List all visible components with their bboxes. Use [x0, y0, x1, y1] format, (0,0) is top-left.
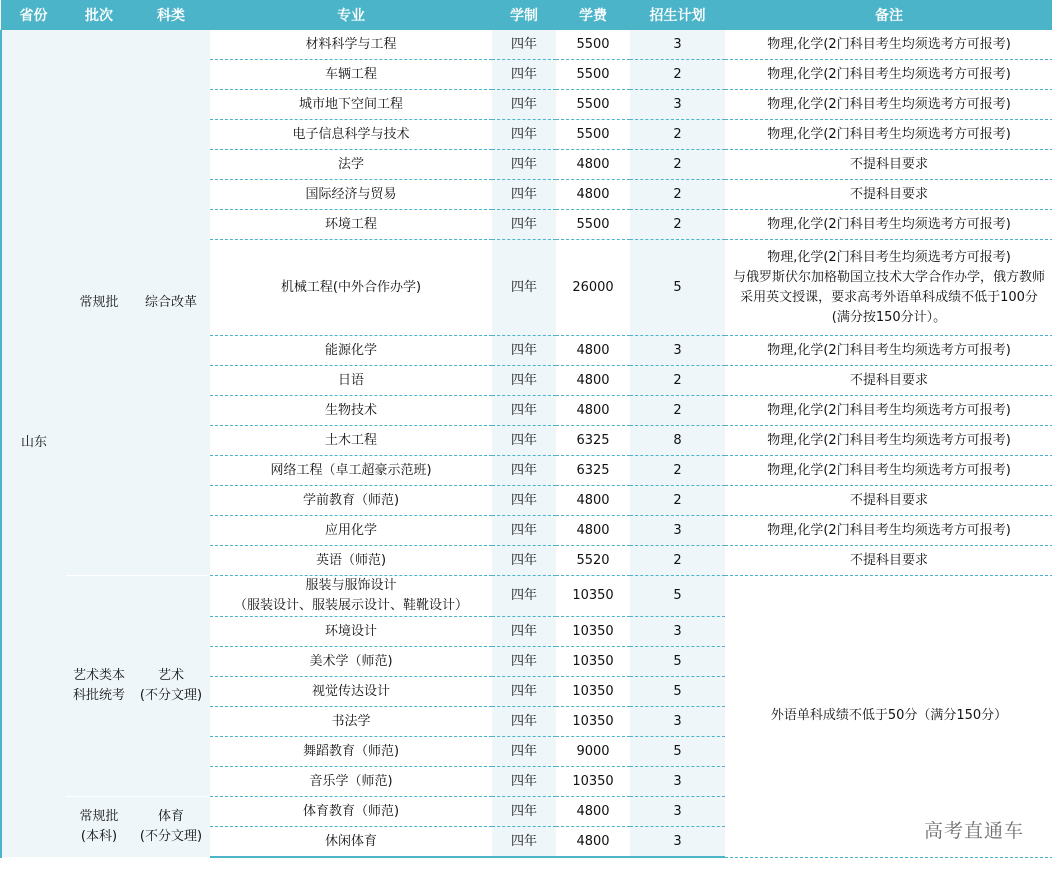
fee-cell-text: 10350 — [572, 623, 614, 639]
major-cell-text: 材料科学与工程 — [305, 36, 397, 52]
header-fee: 学费 — [556, 0, 630, 30]
fee-cell — [556, 546, 630, 576]
fee-cell-text: 4800 — [576, 833, 610, 849]
major-cell-text: 体育教育（师范) — [302, 803, 400, 819]
plan-cell-text: 3 — [673, 713, 682, 729]
plan-cell-text: 5 — [673, 279, 682, 295]
fee-cell-text: 6325 — [576, 462, 610, 478]
major-cell-text: （服装设计、服装展示设计、鞋靴设计） — [233, 598, 468, 613]
years-cell — [492, 797, 556, 827]
note-cell-text: 不提科目要求 — [849, 552, 928, 568]
years-cell — [492, 396, 556, 426]
note-cell-text: 物理,化学(2门科目考生均须选考方可报考) — [767, 249, 1011, 265]
years-cell — [492, 486, 556, 516]
major-cell-text: 环境设计 — [324, 623, 377, 639]
plan-cell — [630, 60, 725, 90]
note-cell-text: 物理,化学(2门科目考生均须选考方可报考) — [767, 66, 1011, 82]
years-cell — [492, 426, 556, 456]
major-cell-text: 服装与服饰设计 — [305, 578, 397, 593]
years-cell — [492, 767, 556, 797]
batch-cell-text: 科批统考 — [72, 688, 125, 703]
plan-cell — [630, 210, 725, 240]
fee-cell — [556, 677, 630, 707]
major-cell-text: 书法学 — [331, 713, 371, 729]
header-note: 备注 — [725, 0, 1052, 30]
category-cell — [132, 30, 210, 576]
plan-cell-text: 3 — [673, 623, 682, 639]
note-cell-text: 不提科目要求 — [849, 186, 928, 202]
major-cell-text: 国际经济与贸易 — [305, 186, 397, 202]
major-cell-text: 生物技术 — [324, 402, 377, 418]
note-cell — [725, 546, 1052, 576]
fee-cell — [556, 516, 630, 546]
plan-cell — [630, 707, 725, 737]
plan-cell — [630, 240, 725, 336]
batch-cell — [66, 797, 132, 858]
plan-cell-text: 2 — [673, 552, 682, 568]
fee-cell — [556, 60, 630, 90]
table-row — [1, 30, 1052, 60]
years-cell-text: 四年 — [510, 462, 537, 478]
major-cell — [210, 767, 492, 797]
note-cell-art — [725, 576, 1052, 858]
years-cell — [492, 827, 556, 858]
fee-cell — [556, 30, 630, 60]
plan-cell-text: 3 — [673, 833, 682, 849]
major-cell — [210, 426, 492, 456]
table-row — [1, 576, 1052, 617]
plan-cell — [630, 486, 725, 516]
major-cell — [210, 827, 492, 858]
years-cell-text: 四年 — [510, 552, 537, 568]
years-cell — [492, 240, 556, 336]
batch-cell-text: (本科) — [80, 828, 118, 844]
major-cell — [210, 647, 492, 677]
fee-cell — [556, 150, 630, 180]
fee-cell — [556, 240, 630, 336]
note-cell — [725, 60, 1052, 90]
note-cell — [725, 516, 1052, 546]
plan-cell-text: 2 — [673, 156, 682, 172]
header-batch: 批次 — [66, 0, 132, 30]
fee-cell — [556, 767, 630, 797]
note-cell — [725, 120, 1052, 150]
years-cell-text: 四年 — [510, 372, 537, 388]
note-cell — [725, 150, 1052, 180]
years-cell-text: 四年 — [510, 126, 537, 142]
fee-cell-text: 10350 — [572, 653, 614, 669]
fee-cell-text: 4800 — [576, 492, 610, 508]
major-cell — [210, 210, 492, 240]
plan-cell-text: 2 — [673, 216, 682, 232]
fee-cell-text: 5500 — [576, 36, 610, 52]
years-cell — [492, 516, 556, 546]
note-cell-text: 采用英文授课，要求高考外语单科成绩不低于100分 — [740, 289, 1038, 305]
plan-cell — [630, 677, 725, 707]
category-cell — [132, 576, 210, 797]
fee-cell-text: 5500 — [576, 66, 610, 82]
years-cell-text: 四年 — [510, 683, 537, 699]
batch-cell-text: 常规批 — [79, 294, 119, 310]
years-cell-text: 四年 — [510, 279, 537, 295]
major-cell — [210, 546, 492, 576]
note-cell — [725, 90, 1052, 120]
plan-cell — [630, 546, 725, 576]
years-cell — [492, 677, 556, 707]
fee-cell — [556, 647, 630, 677]
fee-cell-text: 26000 — [572, 279, 614, 295]
years-cell-text: 四年 — [510, 492, 537, 508]
category-cell-text: 综合改革 — [144, 294, 197, 310]
years-cell — [492, 707, 556, 737]
plan-cell — [630, 797, 725, 827]
fee-cell-text: 5500 — [576, 96, 610, 112]
fee-cell-text: 4800 — [576, 186, 610, 202]
fee-cell-text: 6325 — [576, 432, 610, 448]
plan-cell — [630, 426, 725, 456]
major-cell — [210, 180, 492, 210]
fee-cell-text: 4800 — [576, 402, 610, 418]
years-cell — [492, 576, 556, 617]
major-cell-text: 城市地下空间工程 — [298, 96, 403, 112]
major-cell — [210, 617, 492, 647]
years-cell-text: 四年 — [510, 402, 537, 418]
plan-cell-text: 5 — [673, 743, 682, 759]
plan-cell — [630, 30, 725, 60]
years-cell-text: 四年 — [510, 156, 537, 172]
note-cell-text: 物理,化学(2门科目考生均须选考方可报考) — [767, 216, 1011, 232]
major-cell — [210, 486, 492, 516]
major-cell — [210, 677, 492, 707]
plan-cell-text: 3 — [673, 342, 682, 358]
plan-cell-text: 2 — [673, 402, 682, 418]
batch-cell-text: 常规批 — [79, 808, 119, 824]
batch-cell-text: 艺术类本 — [72, 668, 125, 683]
plan-cell — [630, 576, 725, 617]
fee-cell — [556, 90, 630, 120]
plan-cell — [630, 180, 725, 210]
note-cell-text: (满分按150分计）。 — [831, 309, 947, 325]
watermark: 高考直通车 — [923, 820, 1024, 842]
note-cell — [725, 210, 1052, 240]
fee-cell-text: 5500 — [576, 126, 610, 142]
major-cell-text: 休闲体育 — [324, 833, 377, 849]
fee-cell-text: 10350 — [572, 713, 614, 729]
major-cell-text: 音乐学（师范) — [309, 773, 393, 789]
category-cell-text: (不分文理) — [139, 828, 203, 844]
major-cell — [210, 30, 492, 60]
plan-cell-text: 2 — [673, 126, 682, 142]
note-cell-text: 物理,化学(2门科目考生均须选考方可报考) — [767, 432, 1011, 448]
major-cell-text: 能源化学 — [324, 342, 377, 358]
fee-cell — [556, 707, 630, 737]
major-cell — [210, 797, 492, 827]
years-cell — [492, 180, 556, 210]
years-cell — [492, 647, 556, 677]
note-cell-text: 不提科目要求 — [849, 492, 928, 508]
years-cell — [492, 546, 556, 576]
major-cell — [210, 366, 492, 396]
years-cell-text: 四年 — [510, 743, 537, 759]
province-cell-text: 山东 — [20, 435, 47, 451]
years-cell — [492, 150, 556, 180]
batch-cell — [66, 576, 132, 797]
fee-cell-text: 10350 — [572, 773, 614, 789]
plan-cell — [630, 767, 725, 797]
years-cell-text: 四年 — [510, 186, 537, 202]
header-province: 省份 — [1, 0, 66, 30]
major-cell-text: 环境工程 — [324, 216, 377, 232]
years-cell-text: 四年 — [510, 653, 537, 669]
plan-cell-text: 3 — [673, 522, 682, 538]
note-cell-text: 不提科目要求 — [849, 372, 928, 388]
major-cell-text: 视觉传达设计 — [311, 683, 390, 699]
major-cell-text: 应用化学 — [324, 522, 377, 538]
major-cell — [210, 150, 492, 180]
years-cell-text: 四年 — [510, 342, 537, 358]
years-cell-text: 四年 — [510, 803, 537, 819]
plan-cell-text: 3 — [673, 803, 682, 819]
fee-cell-text: 4800 — [576, 156, 610, 172]
plan-cell — [630, 647, 725, 677]
plan-cell-text: 3 — [673, 36, 682, 52]
plan-cell-text: 2 — [673, 66, 682, 82]
years-cell-text: 四年 — [510, 432, 537, 448]
plan-cell — [630, 120, 725, 150]
plan-cell-text: 5 — [673, 653, 682, 669]
years-cell-text: 四年 — [510, 833, 537, 849]
fee-cell — [556, 576, 630, 617]
note-cell — [725, 180, 1052, 210]
years-cell — [492, 210, 556, 240]
note-cell — [725, 30, 1052, 60]
fee-cell-text: 10350 — [572, 588, 614, 603]
years-cell — [492, 366, 556, 396]
plan-cell — [630, 827, 725, 858]
note-cell — [725, 456, 1052, 486]
fee-cell-text: 4800 — [576, 342, 610, 358]
major-cell — [210, 120, 492, 150]
note-cell-text: 物理,化学(2门科目考生均须选考方可报考) — [767, 126, 1011, 142]
province-cell — [1, 30, 66, 857]
fee-cell — [556, 827, 630, 858]
plan-cell-text: 2 — [673, 186, 682, 202]
plan-cell-text: 5 — [673, 588, 682, 603]
fee-cell-text: 10350 — [572, 683, 614, 699]
major-cell — [210, 60, 492, 90]
fee-cell — [556, 797, 630, 827]
plan-cell — [630, 396, 725, 426]
fee-cell — [556, 486, 630, 516]
major-cell-text: 美术学（师范) — [309, 653, 393, 669]
years-cell — [492, 737, 556, 767]
note-cell-text: 不提科目要求 — [849, 156, 928, 172]
major-cell — [210, 707, 492, 737]
batch-cell — [66, 30, 132, 576]
plan-cell — [630, 336, 725, 366]
major-cell-text: 土木工程 — [324, 432, 377, 448]
note-cell — [725, 486, 1052, 516]
years-cell-text: 四年 — [510, 216, 537, 232]
note-cell-text: 物理,化学(2门科目考生均须选考方可报考) — [767, 36, 1011, 52]
plan-cell-text: 8 — [673, 432, 682, 448]
major-cell-text: 舞蹈教育（师范) — [302, 743, 400, 759]
header-major: 专业 — [210, 0, 492, 30]
major-cell-text: 网络工程（卓工超豪示范班) — [270, 462, 432, 478]
years-cell-text: 四年 — [510, 36, 537, 52]
plan-cell — [630, 456, 725, 486]
years-cell — [492, 30, 556, 60]
major-cell — [210, 516, 492, 546]
plan-cell — [630, 90, 725, 120]
major-cell — [210, 336, 492, 366]
note-cell — [725, 240, 1052, 336]
years-cell-text: 四年 — [510, 522, 537, 538]
fee-cell — [556, 737, 630, 767]
major-cell — [210, 90, 492, 120]
major-cell — [210, 396, 492, 426]
years-cell — [492, 336, 556, 366]
years-cell — [492, 60, 556, 90]
major-cell-text: 机械工程(中外合作办学) — [280, 279, 422, 295]
major-cell-text: 法学 — [337, 156, 364, 172]
plan-cell — [630, 516, 725, 546]
note-cell-text: 物理,化学(2门科目考生均须选考方可报考) — [767, 96, 1011, 112]
major-cell — [210, 456, 492, 486]
years-cell — [492, 90, 556, 120]
fee-cell — [556, 396, 630, 426]
fee-cell-text: 9000 — [576, 743, 610, 759]
plan-cell-text: 3 — [673, 773, 682, 789]
fee-cell-text: 5520 — [576, 552, 610, 568]
note-cell-text: 物理,化学(2门科目考生均须选考方可报考) — [767, 462, 1011, 478]
years-cell-text: 四年 — [510, 588, 537, 603]
plan-cell-text: 2 — [673, 462, 682, 478]
plan-cell-text: 2 — [673, 492, 682, 508]
plan-cell — [630, 737, 725, 767]
header-row — [1, 0, 1052, 30]
note-cell-text: 物理,化学(2门科目考生均须选考方可报考) — [767, 522, 1011, 538]
fee-cell — [556, 456, 630, 486]
years-cell-text: 四年 — [510, 773, 537, 789]
fee-cell — [556, 210, 630, 240]
plan-cell-text: 5 — [673, 683, 682, 699]
years-cell-text: 四年 — [510, 713, 537, 729]
major-cell — [210, 576, 492, 617]
plan-cell — [630, 617, 725, 647]
category-cell-text: 艺术 — [157, 668, 184, 683]
major-cell-text: 车辆工程 — [324, 66, 377, 82]
note-cell — [725, 366, 1052, 396]
category-cell-text: (不分文理) — [139, 688, 203, 703]
fee-cell — [556, 366, 630, 396]
table-body — [1, 30, 1052, 857]
fee-cell — [556, 336, 630, 366]
years-cell — [492, 617, 556, 647]
fee-cell — [556, 426, 630, 456]
note-cell — [725, 396, 1052, 426]
years-cell — [492, 120, 556, 150]
plan-cell-text: 2 — [673, 372, 682, 388]
fee-cell — [556, 180, 630, 210]
note-cell — [725, 426, 1052, 456]
plan-cell-text: 3 — [673, 96, 682, 112]
header-plan: 招生计划 — [630, 0, 725, 30]
category-cell — [132, 797, 210, 858]
note-cell-text: 与俄罗斯伏尔加格勒国立技术大学合作办学，俄方教师 — [732, 269, 1045, 285]
fee-cell — [556, 617, 630, 647]
years-cell-text: 四年 — [510, 96, 537, 112]
years-cell-text: 四年 — [510, 66, 537, 82]
plan-cell — [630, 150, 725, 180]
header-category: 科类 — [132, 0, 210, 30]
category-cell-text: 体育 — [157, 808, 184, 824]
note-cell-text: 物理,化学(2门科目考生均须选考方可报考) — [767, 342, 1011, 358]
note-cell-text: 物理,化学(2门科目考生均须选考方可报考) — [767, 402, 1011, 418]
major-cell-text: 学前教育（师范) — [302, 492, 400, 508]
fee-cell-text: 4800 — [576, 522, 610, 538]
note-cell-art-text: 外语单科成绩不低于50分（满分150分） — [770, 708, 1008, 724]
fee-cell-text: 4800 — [576, 372, 610, 388]
major-cell-text: 电子信息科学与技术 — [292, 126, 410, 142]
note-cell — [725, 336, 1052, 366]
years-cell-text: 四年 — [510, 623, 537, 639]
plan-cell — [630, 366, 725, 396]
major-cell-text: 日语 — [337, 372, 364, 388]
major-cell — [210, 737, 492, 767]
fee-cell-text: 4800 — [576, 803, 610, 819]
major-cell — [210, 240, 492, 336]
fee-cell-text: 5500 — [576, 216, 610, 232]
header-years: 学制 — [492, 0, 556, 30]
years-cell — [492, 456, 556, 486]
major-cell-text: 英语（师范) — [315, 552, 387, 568]
fee-cell — [556, 120, 630, 150]
